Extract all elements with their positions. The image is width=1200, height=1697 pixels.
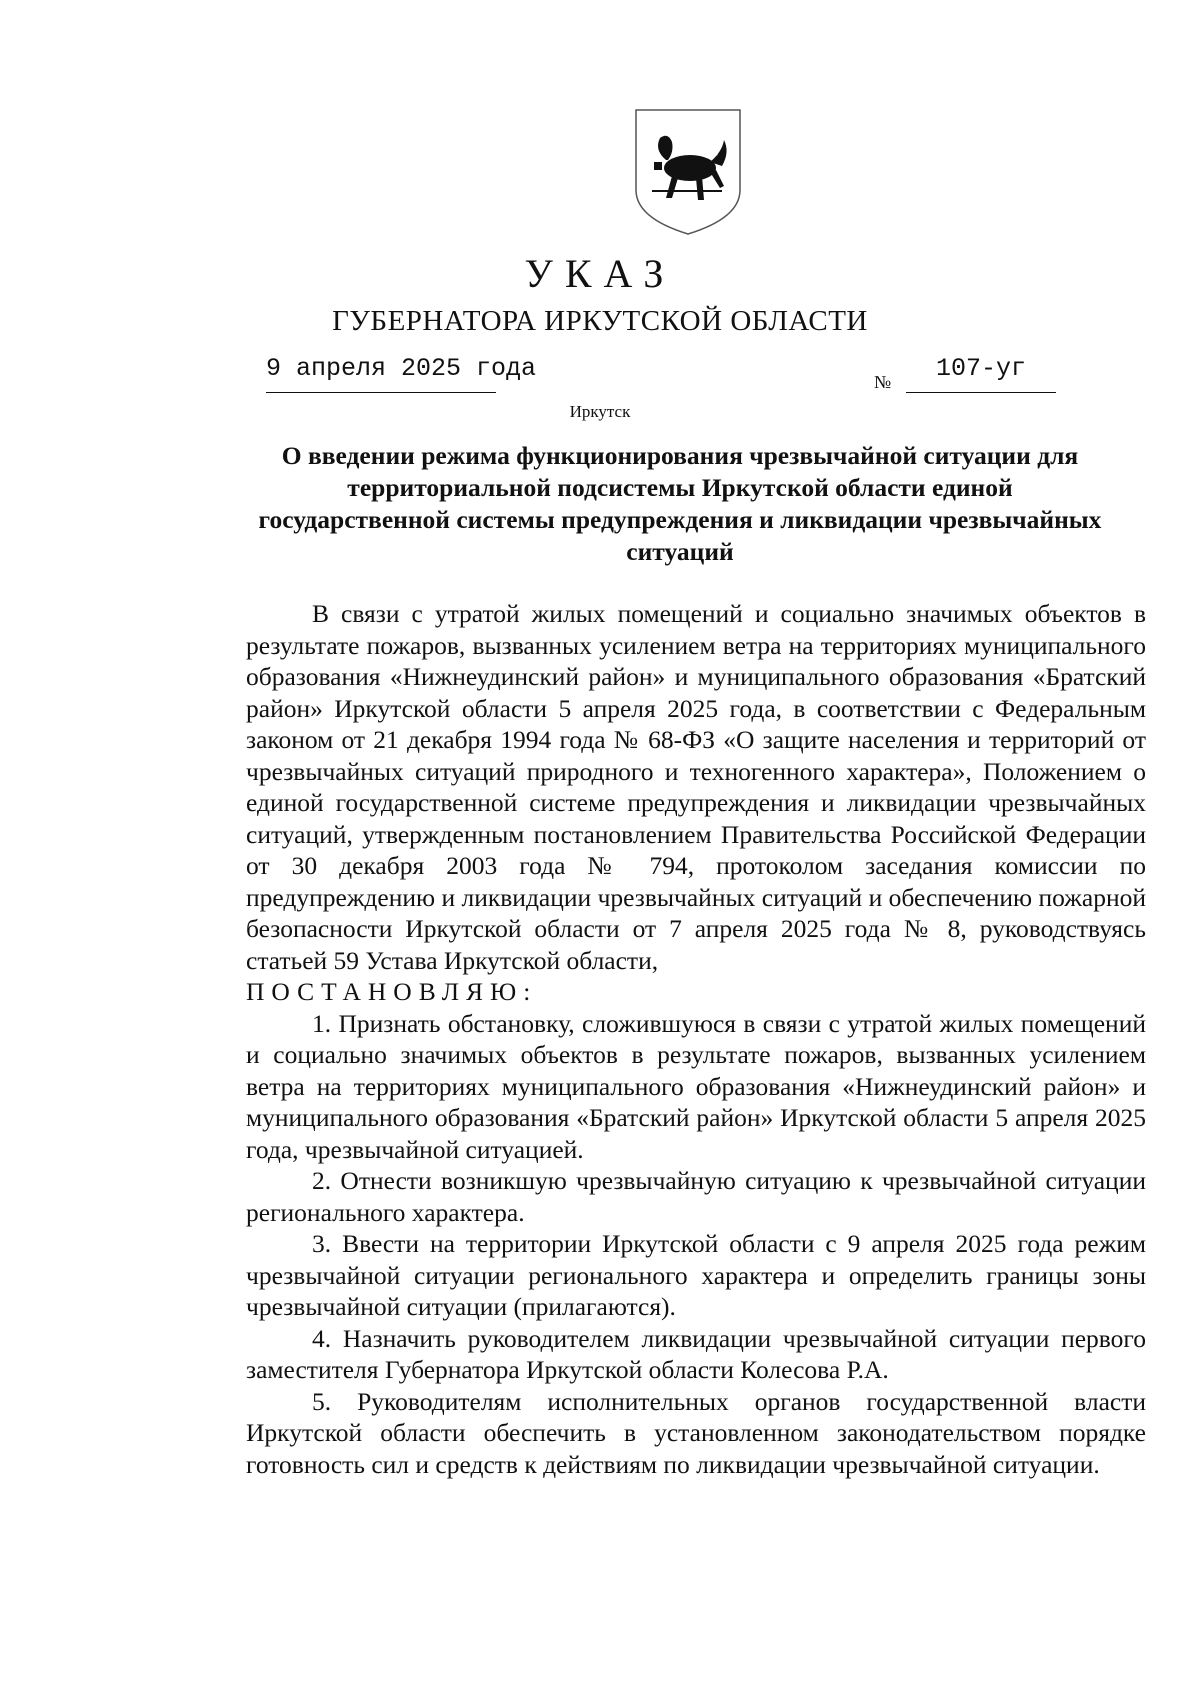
- document-body: [246, 598, 1146, 1480]
- coat-of-arms-icon: [632, 106, 744, 238]
- document-number: 107-уг: [936, 354, 1027, 383]
- document-date: 9 апреля 2025 года: [266, 354, 537, 383]
- decree-item-3: 3. Ввести на территории Иркутской области с 9 апреля 2025 года режим чрезвычайной ситуации регионального характера и определить границы зоны чрезвычайной ситуации (прилагаются).: [246, 1229, 1146, 1321]
- decree-word: ПОСТАНОВЛЯЮ:: [246, 977, 538, 1006]
- number-underline: [906, 392, 1056, 393]
- document-issuer: ГУБЕРНАТОРА ИРКУТСКОЙ ОБЛАСТИ: [332, 305, 868, 337]
- date-underline: [266, 392, 496, 393]
- decree-item-2: 2. Отнести возникшую чрезвычайную ситуацию к чрезвычайной ситуации регионального характера.: [246, 1166, 1146, 1227]
- document-title: УКАЗ: [524, 251, 676, 296]
- preamble-paragraph: В связи с утратой жилых помещений и социально значимых объектов в результате пожаров, вызванных усилением ветра на территориях муниципального образования «Нижнеудинский район» и муниципального образования «Братский район» Иркутской области 5 апреля 2025 года, в соответствии с Федеральным законом от 21 декабря 1994 года № 68-ФЗ «О защите населения и территорий от чрезвычайных ситуаций природного и техногенного характера», Положением о единой государственной системе предупреждения и ликвидации чрезвычайных ситуаций, утвержденным постановлением Правительства Российской Федерации от 30 декабря 2003 года № 794, протоколом заседания комиссии по предупреждению и ликвидации чрезвычайных ситуаций и обеспечению пожарной безопасности Иркутской области от 7 апреля 2025 года № 8, руководствуясь статьей 59 Устава Иркутской области,: [246, 599, 1146, 975]
- decree-item-5: 5. Руководителям исполнительных органов государственной власти Иркутской области обеспечить в установленном законодательством порядке готовность сил и средств к действиям по ликвидации чрезвычайной ситуации.: [246, 1386, 1146, 1479]
- decree-item-4: 4. Назначить руководителем ликвидации чрезвычайной ситуации первого заместителя Губернатора Иркутской области Колесова Р.А.: [246, 1323, 1146, 1384]
- document-city: Иркутск: [569, 402, 631, 421]
- decree-item-1: 1. Признать обстановку, сложившуюся в связи с утратой жилых помещений и социально значимых объектов в результате пожаров, вызванных усилением ветра на территориях муниципального образования «Нижнеудинский район» и муниципального образования «Братский район» Иркутской области 5 апреля 2025 года, чрезвычайной ситуацией.: [246, 1008, 1146, 1164]
- document-heading: О введении режима функционирования чрезвычайной ситуации для территориальной подсистемы Иркутской области единой государственной системы предупреждения и ликвидации чрезвычайных ситуаций: [258, 441, 1102, 566]
- number-sign: №: [874, 372, 892, 392]
